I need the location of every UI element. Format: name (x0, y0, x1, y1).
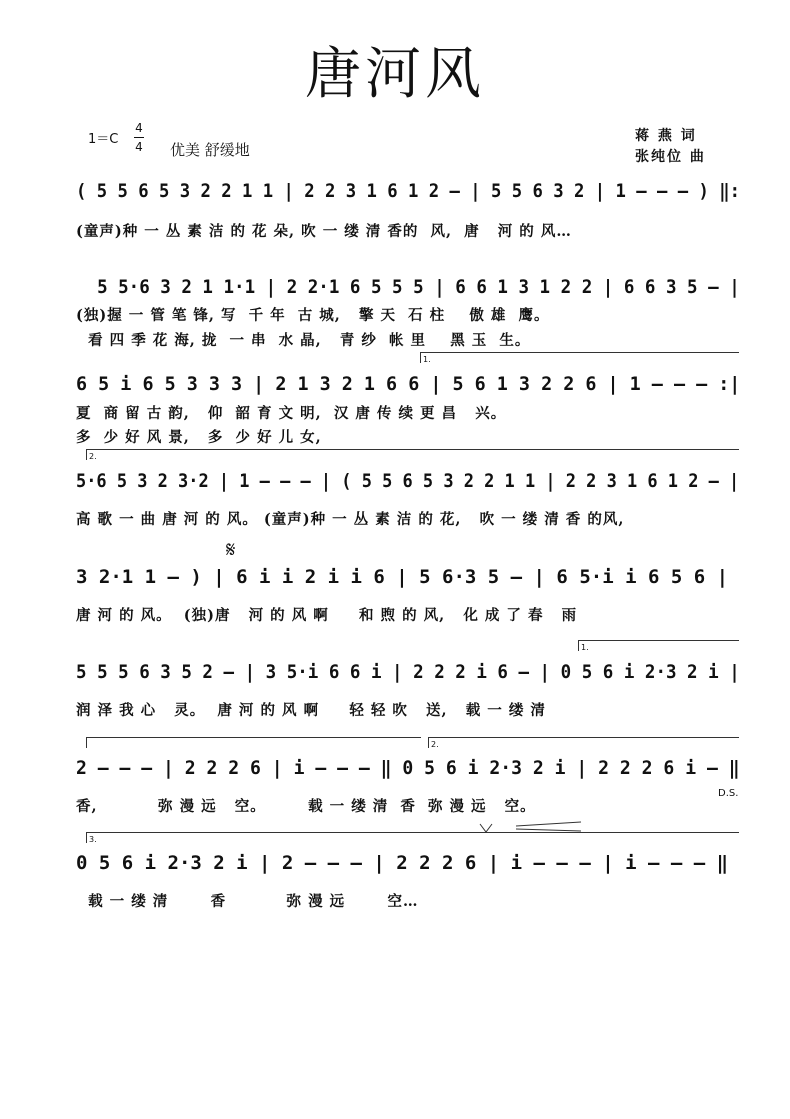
composer-credit: 张纯位 曲 (635, 149, 706, 165)
segno-sign: 𝄋 (226, 538, 236, 563)
notation-line: 5 5 5 6 3 5 2 – | 3 5·i 6 6 i | 2 2 2 i 6 – | 0 5 6 i 2·3 2 i | (76, 661, 740, 683)
volta-number: 1. (581, 643, 589, 652)
meter-top: 4 (135, 121, 143, 135)
notation-line: 5·6 5 3 2 3·2 | 1 – – – | ( 5 5 6 5 3 2 2 1 1 | 2 2 3 1 6 1 2 – | (76, 470, 740, 492)
volta-number: 2. (431, 740, 439, 749)
volta-bracket-1 (578, 640, 739, 651)
lyric-line: 多 少 好 风 景, 多 少 好 儿 女, (76, 429, 322, 446)
volta-number: 2. (89, 452, 97, 461)
lyric-line: 看 四 季 花 海, 拢 一 串 水 晶, 青 纱 帐 里 黑 玉 生。 (76, 332, 531, 349)
song-title: 唐河风 (305, 42, 485, 107)
notation-line: 6 5 i 6 5 3 3 3 | 2 1 3 2 1 6 6 | 5 6 1 3 2 2 6 | 1 – – – :| (76, 373, 741, 395)
volta-bracket-1 (420, 352, 739, 363)
lyric-line: 香, 弥 漫 远 空。 载 一 缕 清 香 弥 漫 远 空。 (76, 798, 536, 815)
meter-bottom: 4 (135, 140, 143, 154)
time-signature (132, 119, 146, 156)
volta-bracket-3 (86, 832, 739, 843)
notation-line: 5 5·6 3 2 1 1·1 | 2 2·1 6 5 5 5 | 6 6 1 3 1 2 2 | 6 6 3 5 – | (76, 276, 740, 298)
lyric-line: 润 泽 我 心 灵。 唐 河 的 风 啊 轻 轻 吹 送, 载 一 缕 清 (76, 702, 546, 719)
lyric-line: 载 一 缕 清 香 弥 漫 远 空… (76, 893, 419, 910)
tempo-marking: 优美 舒缓地 (170, 141, 250, 159)
volta-bracket-2 (86, 449, 739, 460)
fermata-decrescendo-mark (476, 820, 586, 836)
dal-segno-mark: D.S. (718, 788, 739, 799)
volta-bracket-2 (428, 737, 739, 748)
lyricist-credit: 蒋 燕 词 (635, 128, 697, 144)
lyric-line: 夏 商 留 古 韵, 仰 韶 育 文 明, 汉 唐 传 续 更 昌 兴。 (76, 405, 507, 422)
key-signature: 1＝C (88, 132, 119, 147)
lyric-line: (童声)种 一 丛 素 洁 的 花 朵, 吹 一 缕 清 香的 风, 唐 河 的 风… (76, 223, 572, 240)
lyric-line: 高 歌 一 曲 唐 河 的 风。 (童声)种 一 丛 素 洁 的 花, 吹 一 缕 清 香 的风, (76, 511, 625, 528)
volta-bracket-1-cont (86, 737, 421, 748)
lyric-line: (独)握 一 管 笔 锋, 写 千 年 古 城, 擎 天 石 柱 傲 雄 鹰。 (76, 307, 550, 324)
notation-line: ( 5 5 6 5 3 2 2 1 1 | 2 2 3 1 6 1 2 – | 5 5 6 3 2 | 1 – – – ) ‖: (76, 180, 741, 202)
lyric-line: 唐 河 的 风。 (独)唐 河 的 风 啊 和 煦 的 风, 化 成 了 春 雨 (76, 607, 578, 624)
notation-line: 3 2·1 1 – ) | 6 i i 2 i i 6 | 5 6·3 5 – | 6 5·i i 6 5 6 | (76, 566, 729, 588)
notation-line: 2 – – – | 2 2 2 6 | i – – – ‖ 0 5 6 i 2·3 2 i | 2 2 2 6 i – ‖ (76, 757, 740, 779)
volta-number: 1. (423, 355, 431, 364)
volta-number: 3. (89, 835, 97, 844)
notation-line: 0 5 6 i 2·3 2 i | 2 – – – | 2 2 2 6 | i – – – | i – – – ‖ (76, 852, 729, 874)
